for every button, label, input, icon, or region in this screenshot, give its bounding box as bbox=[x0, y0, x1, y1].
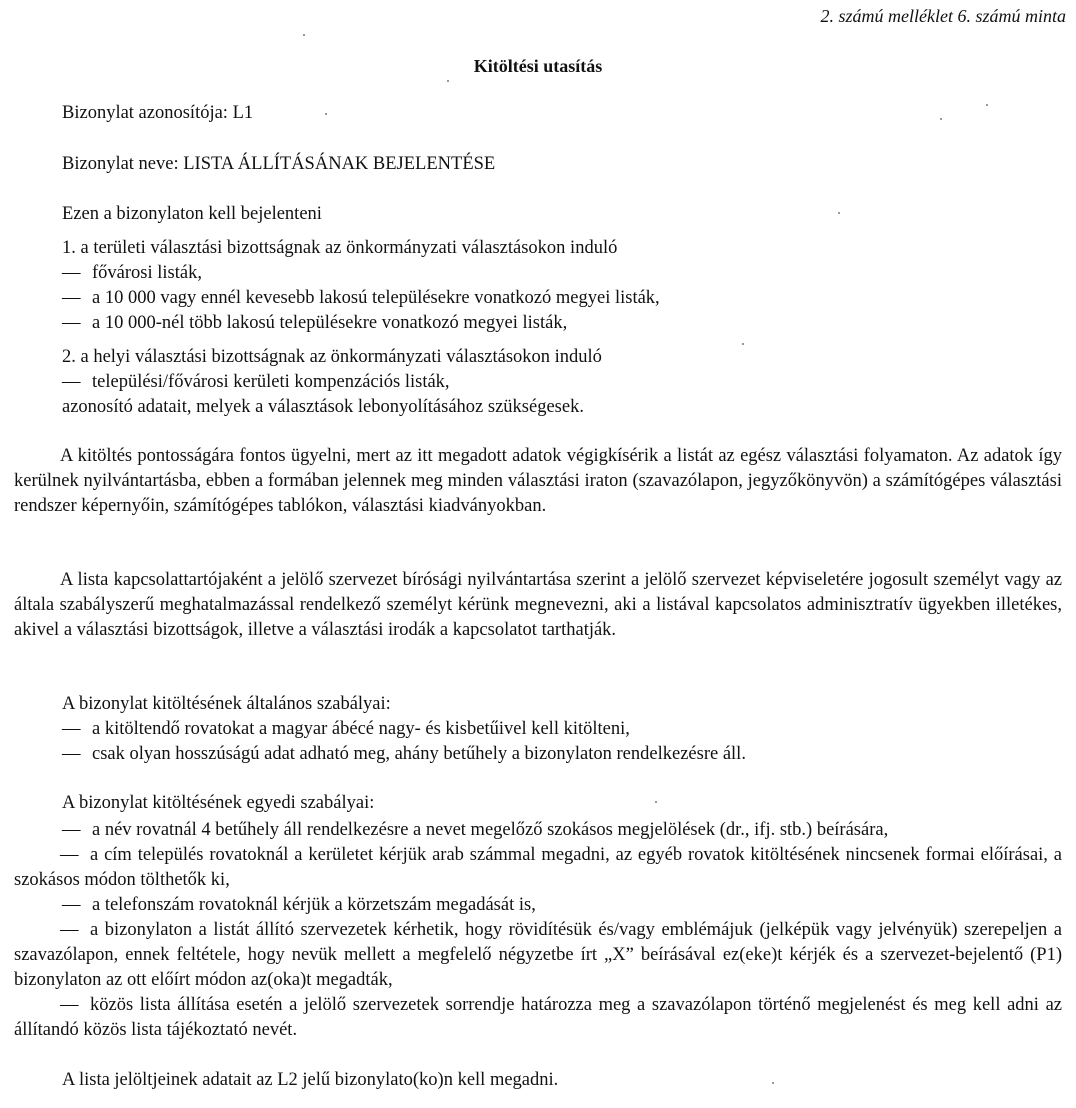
list-item-text: települési/fővárosi kerületi kompenzációs listák, bbox=[92, 372, 450, 392]
paragraph-accuracy bbox=[14, 444, 1062, 519]
dash-glyph: — bbox=[62, 288, 81, 308]
document-id-line: Bizonylat azonosítója: L1 bbox=[62, 103, 254, 123]
general-rules-heading: A bizonylat kitöltésének általános szabályai: bbox=[62, 694, 391, 714]
scan-speck bbox=[940, 118, 942, 120]
list-item bbox=[14, 843, 1062, 893]
list-item bbox=[62, 893, 536, 918]
dash-glyph: — bbox=[62, 719, 81, 739]
list-item bbox=[62, 370, 450, 395]
list-item-text: a név rovatnál 4 betűhely áll rendelkezésre a nevet megelőző szokásos megjelölések (dr., ifj. stb.) beírására, bbox=[92, 820, 889, 840]
paragraph-text: A lista kapcsolattartójaként a jelölő szervezet bírósági nyilvántartása szerint a jelölő szervezet képviseletére jogosult személyt vagy az általa szabályszerű meghatalmazással rendelkező személyt kérünk megnevezni, aki a listával kapcsolatos adminisztratív ügyekben illetékes, akivel a választási bizottságok, illetve a választási irodák a kapcsolatot tarthatják. bbox=[14, 570, 1062, 640]
scan-speck bbox=[655, 801, 657, 803]
paragraph-contact-person bbox=[14, 568, 1062, 643]
item-2-heading: 2. a helyi választási bizottságnak az önkormányzati választásokon induló bbox=[62, 347, 602, 367]
list-item-text: a 10 000-nél több lakosú településekre vonatkozó megyei listák, bbox=[92, 313, 568, 333]
list-item-text: fővárosi listák, bbox=[92, 263, 202, 283]
list-item bbox=[62, 717, 630, 742]
list-item-text: a cím település rovatoknál a kerületet kérjük arab számmal megadni, az egyéb rovatok kitöltésének nincsenek formai előírásai, a szokásos módon tölthetők ki, bbox=[14, 845, 1062, 890]
final-instruction: A lista jelöltjeinek adatait az L2 jelű bizonylato(ko)n kell megadni. bbox=[62, 1070, 559, 1090]
scan-speck bbox=[742, 343, 744, 345]
intro-text: Ezen a bizonylaton kell bejelenteni bbox=[62, 204, 322, 224]
document-name-line: Bizonylat neve: LISTA ÁLLÍTÁSÁNAK BEJELENTÉSE bbox=[62, 154, 496, 174]
dash-glyph: — bbox=[62, 372, 81, 392]
annex-reference: 2. számú melléklet 6. számú minta bbox=[820, 6, 1066, 26]
list-item bbox=[62, 742, 746, 767]
item-1-heading: 1. a területi választási bizottságnak az önkormányzati választásokon induló bbox=[62, 238, 618, 258]
dash-glyph: — bbox=[60, 995, 79, 1015]
scan-speck bbox=[838, 212, 840, 214]
list-item-text: a kitöltendő rovatokat a magyar ábécé nagy- és kisbetűivel kell kitölteni, bbox=[92, 719, 630, 739]
scan-speck bbox=[447, 80, 449, 82]
list-item bbox=[62, 286, 660, 311]
scan-speck bbox=[986, 104, 988, 106]
list-item bbox=[62, 261, 202, 286]
list-item bbox=[14, 918, 1062, 993]
list-item-text: közös lista állítása esetén a jelölő szervezetek sorrendje határozza meg a szavazólapon történő megjelenést és meg kell adni az állítandó közös lista tájékoztató nevét. bbox=[14, 995, 1062, 1040]
list-item-text: a bizonylaton a listát állító szervezetek kérhetik, hogy rövidítésük és/vagy emblémájuk (jelképük vagy jelvényük) szerepeljen a szavazólapon, ennek feltétele, hogy nevük mellett a megfelelő négyzetbe írt „X” beírásával ez(eke)t kérjék és a szervezet-bejelentő (P1) bizonylaton az ott előírt módon az(oka)t megadták, bbox=[14, 920, 1062, 990]
dash-glyph: — bbox=[60, 845, 79, 865]
dash-glyph: — bbox=[62, 895, 81, 915]
list-item bbox=[62, 818, 888, 843]
dash-glyph: — bbox=[62, 820, 81, 840]
scan-speck bbox=[325, 113, 327, 115]
dash-glyph: — bbox=[62, 744, 81, 764]
list-item bbox=[14, 993, 1062, 1043]
list-item-text: a 10 000 vagy ennél kevesebb lakosú településekre vonatkozó megyei listák, bbox=[92, 288, 660, 308]
document-title: Kitöltési utasítás bbox=[473, 56, 603, 76]
scan-speck bbox=[772, 1082, 774, 1084]
dash-glyph: — bbox=[62, 263, 81, 283]
list-item-text: csak olyan hosszúságú adat adható meg, ahány betűhely a bizonylaton rendelkezésre áll. bbox=[92, 744, 746, 764]
list-item bbox=[62, 311, 567, 336]
item-2-closing: azonosító adatait, melyek a választások lebonyolításához szükségesek. bbox=[62, 397, 584, 417]
list-item-text: a telefonszám rovatoknál kérjük a körzetszám megadását is, bbox=[92, 895, 536, 915]
dash-glyph: — bbox=[60, 920, 79, 940]
dash-glyph: — bbox=[62, 313, 81, 333]
paragraph-text: A kitöltés pontosságára fontos ügyelni, mert az itt megadott adatok végigkísérik a listát az egész választási folyamaton. Az adatok így kerülnek nyilvántartásba, ebben a formában jelennek meg minden választási iraton (szavazólapon, jegyzőkönyvön) a számítógépes választási rendszer képernyőin, számítógépes tablókon, választási kiadványokban. bbox=[14, 446, 1062, 516]
specific-rules-heading: A bizonylat kitöltésének egyedi szabályai: bbox=[62, 793, 375, 813]
scan-speck bbox=[303, 34, 305, 36]
